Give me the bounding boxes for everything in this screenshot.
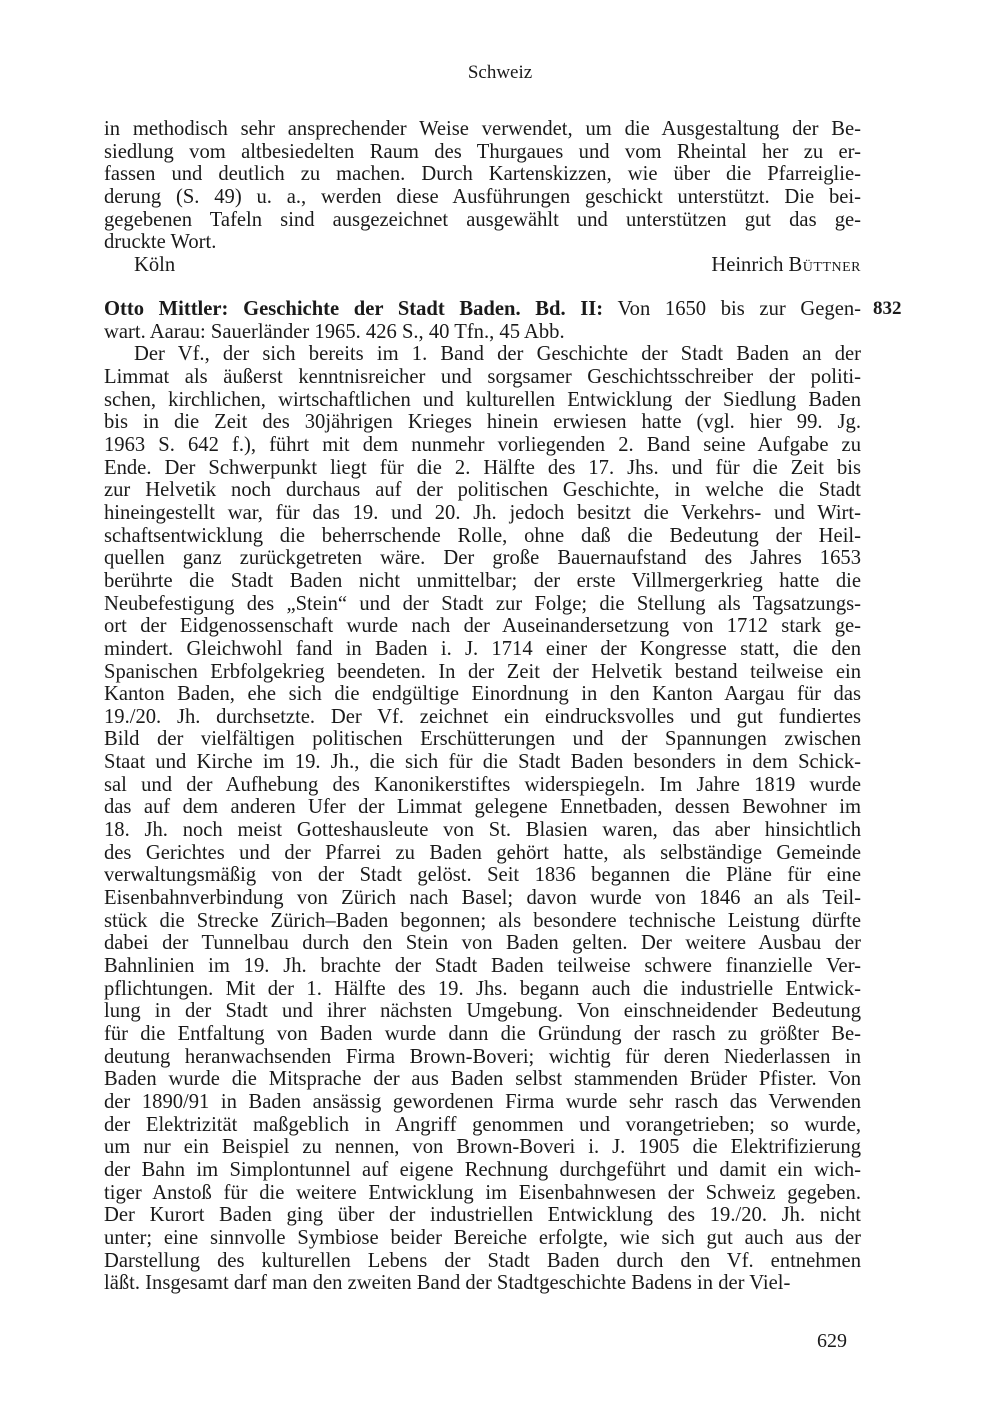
review-title-line2: wart. Aarau: Sauerländer 1965. 426 S., 40 Tfn., 45 Abb. xyxy=(104,320,565,343)
text-line: 1963 S. 642 f.), führt mit dem nunmehr vorliegenden 2. Band seine Aufgabe zu xyxy=(104,433,861,456)
text-line: Staat und Kirche im 19. Jh., die sich für die Stadt Baden besonders in dem Schick- xyxy=(104,751,861,774)
paragraph-continued xyxy=(104,118,861,254)
text-line: der 1890/91 in Baden ansässig gewordenen Firma wurde sehr rasch das Verwenden xyxy=(104,1090,861,1113)
signature-author xyxy=(711,254,861,277)
text-line: stück die Strecke Zürich–Baden begonnen; als besondere technische Leistung dürfte xyxy=(104,909,861,932)
text-line: quellen ganz zurückgetreten wäre. Der große Bauernaufstand des Jahres 1653 xyxy=(104,547,861,570)
text-line: um nur ein Beispiel zu nennen, von Brown-Boveri i. J. 1905 die Elektrifizierung xyxy=(104,1136,861,1159)
page-number: 629 xyxy=(817,1330,847,1352)
signature-place: Köln xyxy=(134,254,176,276)
text-line: 19./20. Jh. durchsetzte. Der Vf. zeichnet ein eindrucksvolles und gut fundiertes xyxy=(104,705,861,728)
text-line: der Bahn im Simplontunnel auf eigene Rechnung durchgeführt und damit ein wich- xyxy=(104,1158,861,1181)
text-line: läßt. Insgesamt darf man den zweiten Band der Stadtgeschichte Badens in der Viel- xyxy=(104,1272,791,1295)
text-line: Der Vf., der sich bereits im 1. Band der Geschichte der Stadt Baden an der xyxy=(134,343,861,366)
text-line: Der Kurort Baden ging über der industriellen Entwicklung des 19./20. Jh. nicht xyxy=(104,1204,861,1227)
text-line: in methodisch sehr ansprechender Weise verwendet, um die Ausgestaltung der Be- xyxy=(104,118,861,140)
margin-number: 832 xyxy=(873,298,902,319)
text-line: Bild der vielfältigen politischen Erschütterungen und der Spannungen zwischen xyxy=(104,728,861,751)
author-last-name: Büttner xyxy=(788,254,861,276)
review-body xyxy=(104,343,861,1295)
text-line: druckte Wort. xyxy=(104,231,217,254)
text-line: des Gerichtes und der Pfarrei zu Baden gehört hatte, als selbständige Gemeinde xyxy=(104,841,861,864)
text-line: dabei der Tunnelbau durch den Stein von Baden gelten. Der weitere Ausbau der xyxy=(104,932,861,955)
text-line: ort der Eidgenossenschaft wurde nach der Auseinandersetzung von 1712 stark ge- xyxy=(104,615,861,638)
text-line: sal und der Aufhebung des Kanonikerstiftes widerspiegeln. Im Jahre 1819 wurde xyxy=(104,773,861,796)
text-line: schaftsentwicklung die beherrschende Rolle, ohne daß die Bedeutung der Heil- xyxy=(104,524,861,547)
review-title-rest: Von 1650 bis zur Gegen- xyxy=(603,298,861,320)
text-line: unter; eine sinnvolle Symbiose beider Bereiche erfolgte, wie sich gut auch aus der xyxy=(104,1226,861,1249)
text-line: zur Helvetik noch durchaus auf der politischen Geschichte, in welche die Stadt xyxy=(104,479,861,502)
review-entry xyxy=(104,298,861,1295)
text-line: fassen und deutlich zu machen. Durch Kartenskizzen, wie über die Pfarreiglie- xyxy=(104,163,861,186)
text-line: siedlung vom altbesiedelten Raum des Thurgaues und vom Rheintal her zu er- xyxy=(104,140,861,163)
text-line: berührte die Stadt Baden nicht unmittelbar; der erste Villmergerkrieg hatte die xyxy=(104,569,861,592)
text-line: tiger Anstoß für die weitere Entwicklung im Eisenbahnwesen der Schweiz gegeben. xyxy=(104,1181,861,1204)
text-line: 18. Jh. noch meist Gotteshausleute von St. Blasien waren, das aber hinsichtlich xyxy=(104,819,861,842)
text-line: bis in die Zeit des 30jährigen Krieges hinein erwiesen hatte (vgl. hier 99. Jg. xyxy=(104,411,861,434)
text-line: derung (S. 49) u. a., werden diese Ausführungen geschickt unterstützt. Die bei- xyxy=(104,185,861,208)
text-line: für die Entfaltung von Baden wurde dann die Gründung der rasch zu größter Be- xyxy=(104,1023,861,1045)
text-line: schen, kirchlichen, wirtschaftlichen und kulturellen Entwicklung der Siedlung Baden xyxy=(104,388,861,411)
text-line: Kanton Baden, ehe sich die endgültige Einordnung in den Kanton Aargau für das xyxy=(104,683,861,706)
text-line: pflichtungen. Mit der 1. Hälfte des 19. Jhs. begann auch die industrielle Entwick- xyxy=(104,977,861,1000)
text-line: Spanischen Erbfolgekrieg beendeten. In der Zeit der Helvetik bestand teilweise ein xyxy=(104,660,861,683)
review-title-bold: Otto Mittler: Geschichte der Stadt Baden. Bd. II: xyxy=(104,298,604,320)
text-line: Eisenbahnverbindung von Zürich nach Basel; davon wurde von 1846 an als Teil- xyxy=(104,887,861,910)
text-line: der Elektrizität maßgeblich in Angriff genommen und vorangetrieben; so wurde, xyxy=(104,1113,861,1136)
text-line: Ende. Der Schwerpunkt liegt für die 2. Hälfte des 17. Jhs. und für die Zeit bis xyxy=(104,456,861,479)
text-line: Bahnlinien im 19. Jh. brachte der Stadt Baden teilweise schwere finanzielle Ver- xyxy=(104,955,861,978)
text-line: Neubefestigung des „Stein“ und der Stadt zur Folge; die Stellung als Tagsatzungs- xyxy=(104,592,861,615)
text-line: Limmat als äußerst kenntnisreicher und sorgsamer Geschichtsschreiber der politi- xyxy=(104,365,861,388)
running-header: Schweiz xyxy=(467,62,533,83)
author-first-name: Heinrich xyxy=(711,254,784,276)
text-line: mindert. Gleichwohl fand in Baden i. J. 1714 einer der Kongresse statt, die den xyxy=(104,637,861,660)
text-line: verwaltungsmäßig von der Stadt gelöst. Seit 1836 begannen die Pläne für eine xyxy=(104,864,861,887)
text-line: Darstellung des kulturellen Lebens der Stadt Baden durch den Vf. entnehmen xyxy=(104,1249,861,1272)
text-line: lung in der Stadt und ihrer nächsten Umgebung. Von einschneidender Bedeutung xyxy=(104,1000,861,1023)
text-line: hineingestellt war, für das 19. und 20. Jh. jedoch besitzt die Verkehrs- und Wirt- xyxy=(104,501,861,524)
text-line: Baden wurde die Mitsprache der aus Baden selbst stammenden Brüder Pfister. Von xyxy=(104,1068,861,1091)
text-line: das auf dem anderen Ufer der Limmat gelegene Ennetbaden, dessen Bewohner im xyxy=(104,796,861,819)
text-line: deutung heranwachsenden Firma Brown-Boveri; wichtig für deren Niederlassen in xyxy=(104,1045,861,1068)
text-line: gegebenen Tafeln sind ausgezeichnet ausgewählt und unterstützen gut das ge- xyxy=(104,208,861,231)
review-title-line xyxy=(104,298,861,321)
